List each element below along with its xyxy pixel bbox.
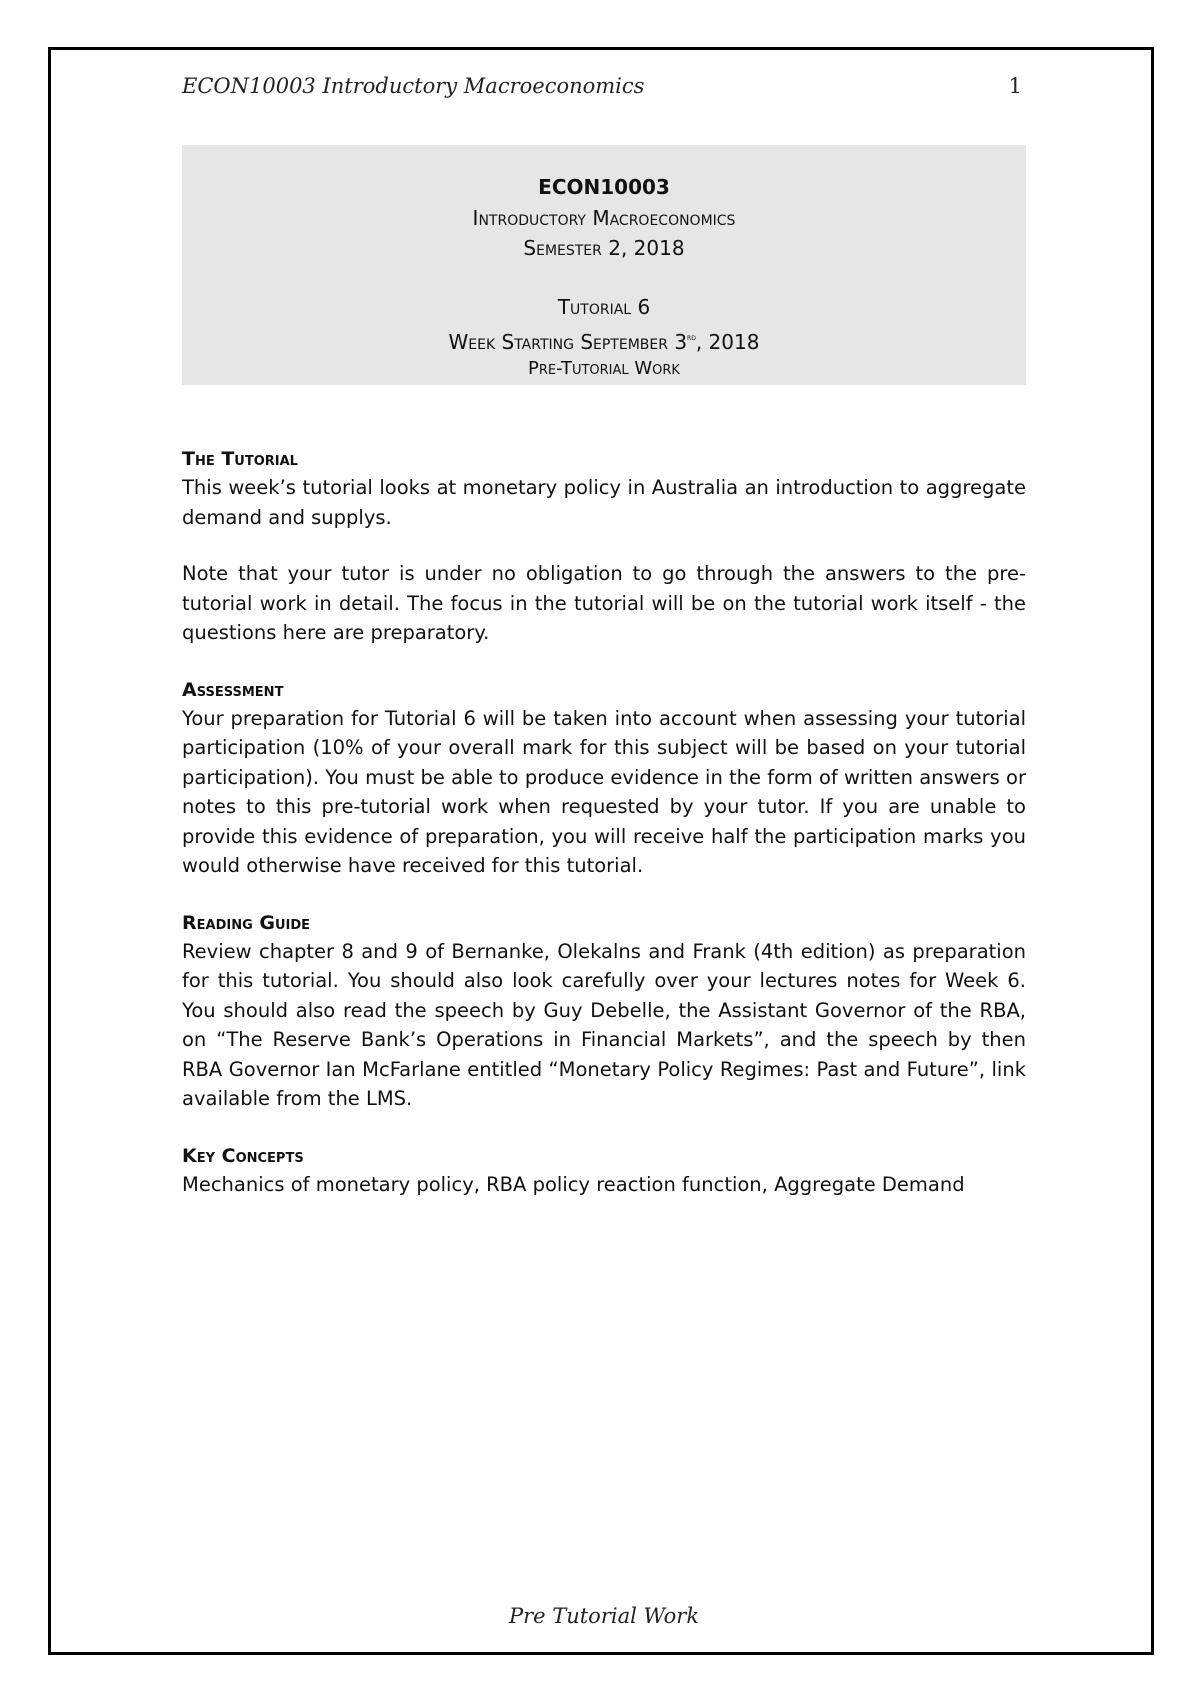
week-starting-line (182, 326, 1026, 354)
page-number: 1 (1008, 74, 1022, 98)
spacer (182, 881, 1026, 909)
spacer (182, 532, 1026, 559)
running-footer: Pre Tutorial Work (508, 1604, 700, 1628)
semester-line: Semester 2, 2018 (523, 236, 685, 260)
main-content (182, 445, 1026, 1199)
header-course-title: ECON10003 Introductory Macroeconomics (182, 74, 645, 98)
section-heading-assessment: Assessment (182, 678, 284, 701)
spacer (182, 1114, 1026, 1142)
spacer (182, 648, 1026, 676)
assessment-paragraph: Your preparation for Tutorial 6 will be taken into account when assessing your tutorial participation (10% of your overall mark for this subject will be based on your tutorial participation). You must be able to produce evidence in the form of written answers or notes to this pre-tutorial work when requested by your tutor. If you are unable to provide this evidence of preparation, you will receive half the participation marks you would otherwise have received for this tutorial. (182, 706, 1026, 877)
section-heading-reading-guide: Reading Guide (182, 911, 311, 934)
week-starting-year: , 2018 (695, 330, 760, 354)
tutorial-number: Tutorial 6 (557, 295, 651, 319)
subject-name: Introductory Macroeconomics (472, 206, 736, 230)
reading-guide-paragraph: Review chapter 8 and 9 of Bernanke, Olekalns and Frank (4th edition) as preparation for this tutorial. You should also look carefully over your lectures notes for Week 6. You should also read the speech by Guy Debelle, the Assistant Governor of the RBA, on “The Reserve Bank’s Operations in Financial Markets”, and the speech by then RBA Governor Ian McFarlane entitled “Monetary Policy Regimes: Past and Future”, link available from the LMS. (182, 939, 1026, 1110)
course-code: ECON10003 (538, 175, 670, 199)
key-concepts-paragraph: Mechanics of monetary policy, RBA policy reaction function, Aggregate Demand (182, 1172, 965, 1196)
week-starting-ordinal: rd (687, 333, 696, 343)
tutorial-paragraph-1: This week’s tutorial looks at monetary policy in Australia an introduction to aggregate demand and supplys. (182, 476, 1026, 529)
section-heading-tutorial: The Tutorial (182, 448, 298, 470)
title-block (182, 145, 1026, 385)
tutorial-paragraph-2: Note that your tutor is under no obligation to go through the answers to the pre-tutorial work in detail. The focus in the tutorial will be on the tutorial work itself - the questions here are preparatory. (182, 562, 1026, 644)
week-starting-prefix: Week Starting September 3 (448, 330, 688, 354)
section-heading-key-concepts: Key Concepts (182, 1144, 304, 1167)
running-header (182, 70, 1026, 106)
work-type-line: Pre-Tutorial Work (528, 358, 680, 379)
